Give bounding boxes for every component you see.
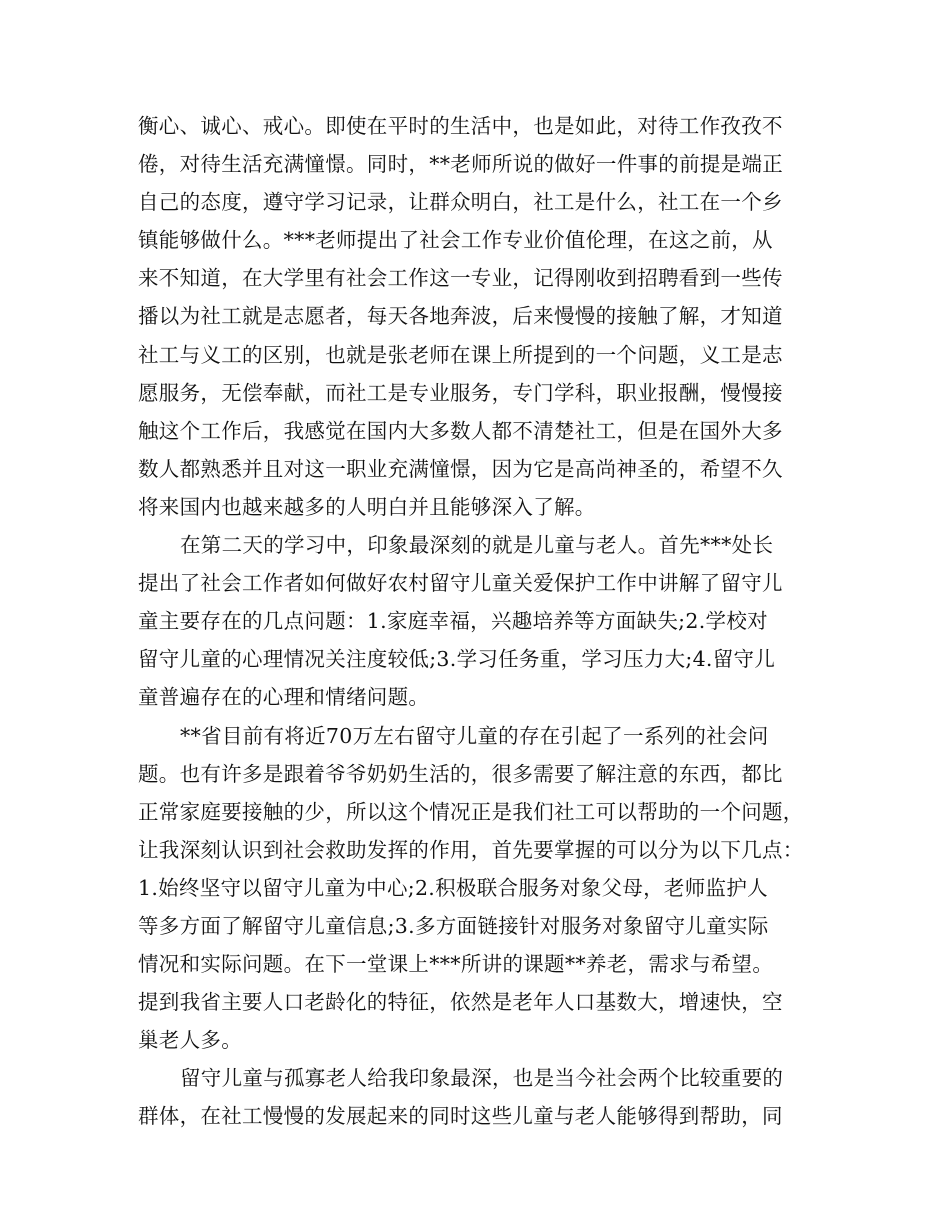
text-line: 群体，在社工慢慢的发展起来的同时这些儿童与老人能够得到帮助，同 (138, 1104, 783, 1129)
text-line: 童普遍存在的心理和情绪问题。 (138, 685, 430, 710)
text-line: 触这个工作后，我感觉在国内大多数人都不清楚社工，但是在国外大多 (138, 418, 783, 443)
document-body (138, 107, 814, 1136)
text-line: 自己的态度，遵守学习记录，让群众明白，社工是什么，社工在一个乡 (138, 190, 783, 215)
text-line: 等多方面了解留守儿童信息;3.多方面链接针对服务对象留守儿童实际 (138, 913, 769, 938)
text-line: 数人都熟悉并且对这一职业充满憧憬，因为它是高尚神圣的，希望不久 (138, 456, 783, 481)
text-line: 童主要存在的几点问题：1.家庭幸福，兴趣培养等方面缺失;2.学校对 (138, 609, 768, 634)
text-line: 将来国内也越来越多的人明白并且能够深入了解。 (138, 494, 596, 519)
paragraph-first-line: 在第二天的学习中，印象最深刻的就是儿童与老人。首先***处长 (180, 533, 774, 558)
text-line: 提出了社会工作者如何做好农村留守儿童关爱保护工作中讲解了留守儿 (138, 571, 783, 596)
text-line: 1.始终坚守以留守儿童为中心;2.积极联合服务对象父母，老师监护人 (138, 875, 768, 900)
text-line: 镇能够做什么。***老师提出了社会工作专业价值伦理，在这之前，从 (138, 228, 773, 253)
text-line: 巢老人多。 (138, 1028, 242, 1053)
text-line: 题。也有许多是跟着爷爷奶奶生活的，很多需要了解注意的东西，都比 (138, 761, 783, 786)
text-line: 社工与义工的区别，也就是张老师在课上所提到的一个问题，义工是志 (138, 342, 783, 367)
text-line: 提到我省主要人口老龄化的特征，依然是老年人口基数大，增速快，空 (138, 990, 783, 1015)
text-line: 倦，对待生活充满憧憬。同时，**老师所说的做好一件事的前提是端正 (138, 152, 784, 177)
text-line: 愿服务，无偿奉献，而社工是专业服务，专门学科，职业报酬，慢慢接 (138, 380, 783, 405)
text-line: 让我深刻认识到社会救助发挥的作用，首先要掌握的可以分为以下几点： (138, 837, 804, 862)
text-line: 来不知道，在大学里有社会工作这一专业，记得刚收到招聘看到一些传 (138, 266, 783, 291)
text-line: 播以为社工就是志愿者，每天各地奔波，后来慢慢的接触了解，才知道 (138, 304, 783, 329)
text-line: 留守儿童的心理情况关注度较低;3.学习任务重，学习压力大;4.留守儿 (138, 647, 776, 672)
text-line: 正常家庭要接触的少，所以这个情况正是我们社工可以帮助的一个问题， (138, 799, 804, 824)
text-line: 衡心、诚心、戒心。即使在平时的生活中，也是如此，对待工作孜孜不 (138, 114, 783, 138)
paragraph-first-line: **省目前有将近70万左右留守儿童的存在引起了一系列的社会问 (180, 723, 769, 748)
text-line: 情况和实际问题。在下一堂课上***所讲的课题**养老，需求与希望。 (138, 952, 774, 977)
paragraph-first-line: 留守儿童与孤寡老人给我印象最深，也是当今社会两个比较重要的 (180, 1066, 784, 1091)
